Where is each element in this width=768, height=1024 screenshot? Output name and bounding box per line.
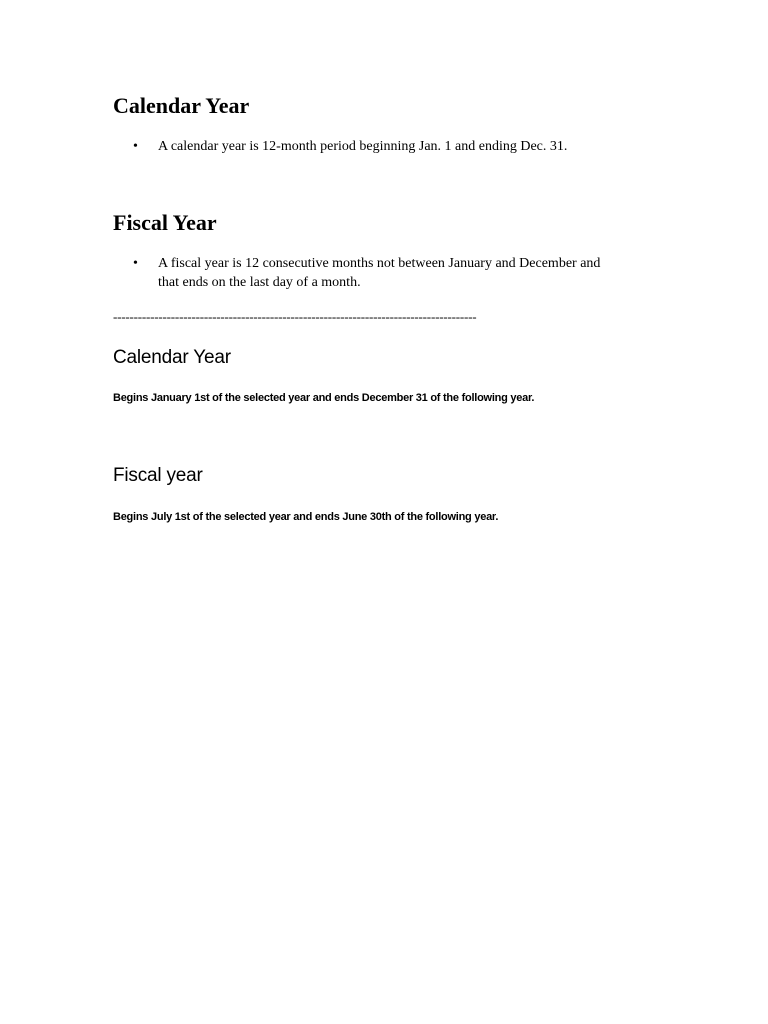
bullet-icon: • — [133, 256, 138, 271]
calendar-year-heading: Calendar Year — [113, 93, 250, 118]
dashed-divider: ---------------------------------------------------------------------------------------- — [113, 309, 477, 324]
calendar-year-description: Begins January 1st of the selected year and ends December 31 of the following year. — [113, 392, 535, 404]
calendar-year-bullet-item — [113, 137, 653, 157]
fiscal-year-bullet-text — [158, 254, 658, 292]
calendar-year-subheading: Calendar Year — [113, 347, 231, 368]
fiscal-year-bullet-item — [113, 254, 653, 294]
fiscal-year-heading: Fiscal Year — [113, 210, 217, 235]
calendar-year-bullet-text: A calendar year is 12-month period beginning Jan. 1 and ending Dec. 31. — [158, 139, 568, 154]
fiscal-year-bullet-line-1: A fiscal year is 12 consecutive months not between January and December and — [158, 256, 601, 271]
fiscal-year-subheading: Fiscal year — [113, 465, 203, 486]
fiscal-year-description: Begins July 1st of the selected year and ends June 30th of the following year. — [113, 511, 499, 523]
fiscal-year-bullet-line-2: that ends on the last day of a month. — [158, 275, 361, 290]
bullet-icon: • — [133, 139, 138, 154]
